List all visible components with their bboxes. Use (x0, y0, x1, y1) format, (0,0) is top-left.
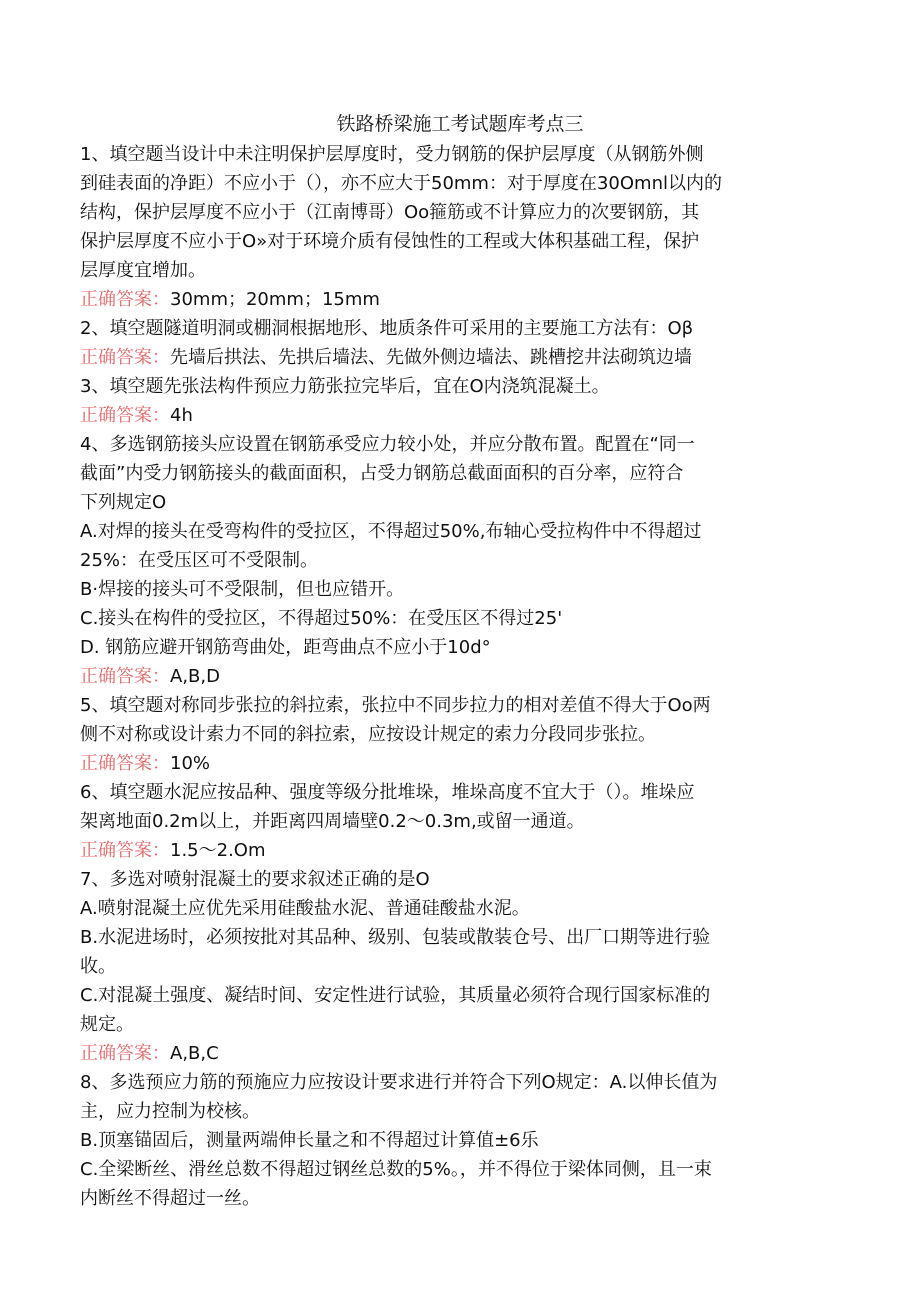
answer-label: 正确答案： (80, 840, 170, 861)
answer-value: 1.5〜2.Om (170, 840, 266, 861)
question-text-line: 到硅表面的净距）不应小于（），亦不应大于50mm：对于厚度在30Omnl以内的 (80, 173, 722, 194)
answer-value: 4h (170, 405, 193, 426)
question-block (80, 865, 840, 1068)
question-text-line: 内断丝不得超过一丝。 (80, 1188, 260, 1209)
question-text-line: 5、填空题对称同步张拉的斜拉索，张拉中不同步拉力的相对差值不得大于Oo两 (80, 695, 711, 716)
question-list (80, 140, 840, 1213)
answer-line (80, 836, 840, 865)
question-block (80, 314, 840, 372)
answer-line (80, 662, 840, 691)
question-block (80, 691, 840, 778)
question-text-line: C.接头在构件的受拉区，不得超过50%：在受压区不得过25' (80, 608, 563, 629)
question-text-line: A.喷射混凝土应优先采用硅酸盐水泥、普通硅酸盐水泥。 (80, 898, 530, 919)
answer-line (80, 401, 840, 430)
answer-label: 正确答案： (80, 405, 170, 426)
answer-value: 先墙后拱法、先拱后墙法、先做外侧边墙法、跳槽挖井法砌筑边墙 (170, 347, 692, 368)
question-text-line: 4、多选钢筋接头应设置在钢筋承受应力较小处，并应分散布置。配置在“同一 (80, 434, 695, 455)
question-text-line: 7、多选对喷射混凝土的要求叙述正确的是O (80, 869, 430, 890)
question-text-line: 结构，保护层厚度不应小于（江南博哥）Oo箍筋或不计算应力的次要钢筋，其 (80, 202, 700, 223)
answer-label: 正确答案： (80, 753, 170, 774)
answer-line (80, 285, 840, 314)
answer-value: 10% (170, 753, 211, 774)
question-text-line: 8、多选预应力筋的预施应力应按设计要求进行并符合下列O规定：A.以伸长值为 (80, 1072, 718, 1093)
question-block (80, 140, 840, 314)
question-text-line: 架离地面0.2m以上，并距离四周墙壁0.2〜0.3m,或留一通道。 (80, 811, 585, 832)
answer-line (80, 1039, 840, 1068)
answer-line (80, 343, 840, 372)
question-block (80, 1068, 840, 1213)
answer-value: A,B,D (170, 666, 220, 687)
question-text-line: A.对焊的接头在受弯构件的受拉区，不得超过50%,布轴心受拉构件中不得超过 (80, 521, 702, 542)
answer-label: 正确答案： (80, 1043, 170, 1064)
answer-value: 30mm；20mm；15mm (170, 289, 380, 310)
question-text-line: B.顶塞锚固后，测量两端伸长量之和不得超过计算值±6乐 (80, 1130, 539, 1151)
question-text-line: C.对混凝土强度、凝结时间、安定性进行试验，其质量必须符合现行国家标准的 (80, 985, 711, 1006)
question-block (80, 372, 840, 430)
answer-label: 正确答案： (80, 347, 170, 368)
question-text-line: 主，应力控制为校核。 (80, 1101, 260, 1122)
question-text-line: 2、填空题隧道明洞或棚洞根据地形、地质条件可采用的主要施工方法有：Oβ (80, 318, 694, 339)
question-block (80, 430, 840, 691)
question-text-line: 保护层厚度不应小于O»对于环境介质有侵蚀性的工程或大体积基础工程，保护 (80, 231, 700, 252)
question-text-line: 收。 (80, 956, 116, 977)
question-text-line: 下列规定O (80, 492, 167, 513)
answer-label: 正确答案： (80, 289, 170, 310)
page-title: 铁路桥梁施工考试题库考点三 (336, 113, 584, 135)
question-text-line: B.水泥进场时，必须按批对其品种、级别、包装或散装仓号、出厂口期等进行验 (80, 927, 711, 948)
answer-label: 正确答案： (80, 666, 170, 687)
question-text-line: 25%：在受压区可不受限制。 (80, 550, 319, 571)
question-text-line: 截面”内受力钢筋接头的截面面积，占受力钢筋总截面面积的百分率，应符合 (80, 463, 684, 484)
answer-value: A,B,C (170, 1043, 219, 1064)
question-text-line: 层厚度宜增加。 (80, 260, 206, 281)
question-text-line: C.全梁断丝、滑丝总数不得超过钢丝总数的5%。，并不得位于梁体同侧，且一束 (80, 1159, 712, 1180)
question-text-line: 6、填空题水泥应按品种、强度等级分批堆垛，堆垛高度不宜大于（）。堆垛应 (80, 782, 695, 803)
question-text-line: 规定。 (80, 1014, 134, 1035)
question-text-line: 1、填空题当设计中未注明保护层厚度时，受力钢筋的保护层厚度（从钢筋外侧 (80, 144, 704, 165)
answer-line (80, 749, 840, 778)
question-text-line: 3、填空题先张法构件预应力筋张拉完毕后，宜在O内浇筑混凝土。 (80, 376, 610, 397)
question-text-line: 侧不对称或设计索力不同的斜拉索，应按设计规定的索力分段同步张拉。 (80, 724, 656, 745)
question-block (80, 778, 840, 865)
question-text-line: D. 钢筋应避开钢筋弯曲处，距弯曲点不应小于10d° (80, 637, 491, 658)
question-text-line: B·焊接的接头可不受限制，但也应错开。 (80, 579, 405, 600)
